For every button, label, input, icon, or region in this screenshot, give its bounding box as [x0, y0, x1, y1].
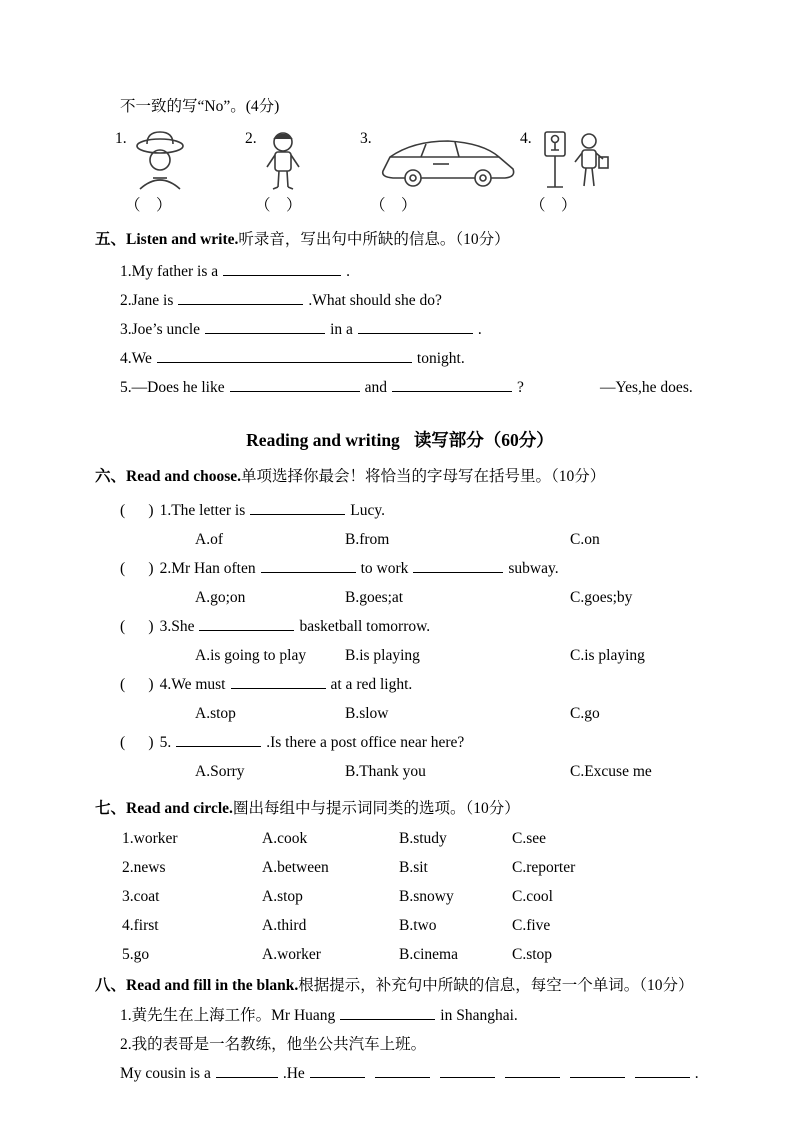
question-text: 2.Mr Han often: [159, 560, 256, 577]
sentence-text: 1.黄先生在上海工作。Mr Huang: [120, 1007, 336, 1024]
option-a: A.stop: [262, 888, 303, 905]
blank-line: [199, 616, 294, 632]
blank-line: [392, 377, 512, 393]
sentence-text: .: [694, 1065, 699, 1082]
question-bracket: ( ): [120, 502, 154, 519]
choose-options-4: [95, 699, 705, 728]
section-number: 六、: [95, 468, 127, 485]
cowboy-man-icon: [132, 129, 188, 191]
heading-zh: 读写部分（60分）: [413, 430, 554, 450]
fill-item-1: [95, 1001, 705, 1030]
word-group-row-2: [95, 853, 705, 882]
blank-line: [176, 732, 261, 748]
option-a: A.stop: [195, 705, 236, 722]
picture-number: 3.: [360, 130, 372, 147]
section8-title: [95, 971, 705, 1001]
blank-line: [440, 1063, 495, 1079]
section-title-en: Read and fill in the blank.: [126, 977, 299, 994]
choose-question-5: [95, 728, 705, 757]
choose-question-1: [95, 496, 705, 525]
choose-question-4: [95, 670, 705, 699]
picture-item-3: [360, 129, 520, 189]
picture-number: 1.: [115, 130, 127, 147]
blank-line: [505, 1063, 560, 1079]
answer-bracket-row: [95, 193, 705, 219]
prompt-word: 2.news: [122, 859, 166, 876]
sentence-text: ?: [517, 379, 524, 396]
sentence-text: .What should she do?: [308, 292, 442, 309]
option-a: A.cook: [262, 830, 308, 847]
option-c: C.see: [512, 830, 547, 847]
question-text: 4.We must: [159, 676, 226, 693]
choose-options-3: [95, 641, 705, 670]
prompt-word: 1.worker: [122, 830, 178, 847]
option-b: B.cinema: [399, 946, 458, 963]
sentence-text: tonight.: [416, 350, 465, 367]
option-b: B.two: [399, 917, 437, 934]
answer-bracket: （ ）: [125, 197, 172, 214]
word-group-row-3: [95, 882, 705, 911]
word-group-row-5: [95, 940, 705, 969]
section-number: 七、: [95, 800, 127, 817]
answer-text: —Yes,he does.: [600, 379, 693, 396]
listen-item-4: [95, 344, 705, 373]
option-c: C.goes;by: [570, 589, 633, 606]
question-bracket: ( ): [120, 560, 154, 577]
answer-bracket: （ ）: [370, 197, 417, 214]
option-c: C.is playing: [570, 647, 645, 664]
section5-title: [95, 225, 705, 255]
option-c: C.stop: [512, 946, 553, 963]
listen-item-5: [95, 373, 705, 402]
blank-line: [340, 1005, 435, 1021]
choose-options-2: [95, 583, 705, 612]
listen-item-2: [95, 286, 705, 315]
sentence-text: 2.Jane is: [120, 292, 174, 309]
choose-options-1: [95, 525, 705, 554]
option-b: B.goes;at: [345, 589, 404, 606]
option-a: A.Sorry: [195, 763, 245, 780]
blank-line: [570, 1063, 625, 1079]
section6-title: [95, 462, 705, 492]
option-b: B.is playing: [345, 647, 420, 664]
reading-writing-heading: [95, 424, 705, 456]
question-text: 1.The letter is: [159, 502, 246, 519]
blank-line: [310, 1063, 365, 1079]
intro-line: [95, 92, 705, 121]
option-b: B.Thank you: [345, 763, 426, 780]
option-c: C.go: [570, 705, 600, 722]
traffic-light-man-icon: [537, 129, 609, 193]
option-b: B.slow: [345, 705, 389, 722]
blank-line: [231, 674, 326, 690]
option-a: A.between: [262, 859, 329, 876]
section-number: 八、: [95, 977, 127, 994]
picture-item-1: [115, 129, 245, 191]
question-text: subway.: [508, 560, 559, 577]
listen-item-1: [95, 257, 705, 286]
prompt-word: 3.coat: [122, 888, 160, 905]
option-a: A.is going to play: [195, 647, 307, 664]
option-a: A.third: [262, 917, 307, 934]
fill-item-2: [95, 1030, 705, 1059]
question-text: Lucy.: [350, 502, 385, 519]
word-group-row-4: [95, 911, 705, 940]
prompt-word: 5.go: [122, 946, 150, 963]
choose-question-3: [95, 612, 705, 641]
question-text: 3.She: [159, 618, 195, 635]
option-c: C.five: [512, 917, 551, 934]
section-number: 五、: [95, 231, 127, 248]
option-a: A.worker: [262, 946, 321, 963]
listen-item-3: [95, 315, 705, 344]
sentence-text: .: [477, 321, 482, 338]
picture-item-4: [520, 129, 675, 193]
sentence-text: and: [364, 379, 387, 396]
answer-bracket: （ ）: [255, 197, 302, 214]
section-title-zh: 听录音，写出句中所缺的信息。（10分）: [238, 231, 510, 248]
sentence-text: .He: [282, 1065, 305, 1082]
prompt-word: 4.first: [122, 917, 159, 934]
boy-icon: [262, 129, 304, 193]
question-text: to work: [360, 560, 409, 577]
option-a: A.of: [195, 531, 223, 548]
sentence-text: 5.—Does he like: [120, 379, 225, 396]
sentence-text: in Shanghai.: [440, 1007, 518, 1024]
blank-line: [250, 500, 345, 516]
sentence-text: 3.Joe’s uncle: [120, 321, 201, 338]
car-icon: [377, 129, 519, 189]
heading-en: Reading and writing: [246, 430, 400, 450]
blank-line: [157, 348, 412, 364]
choose-question-2: [95, 554, 705, 583]
sentence-text: 1.My father is a: [120, 263, 219, 280]
answer-bracket: （ ）: [530, 197, 577, 214]
section-title-zh: 圈出每组中与提示词同类的选项。（10分）: [232, 800, 520, 817]
blank-line: [205, 319, 325, 335]
blank-line: [375, 1063, 430, 1079]
blank-line: [223, 261, 341, 277]
question-bracket: ( ): [120, 618, 154, 635]
section7-title: [95, 794, 705, 824]
question-bracket: ( ): [120, 734, 154, 751]
question-text: .Is there a post office near here?: [266, 734, 465, 751]
fill-item-3: [95, 1059, 705, 1088]
question-text: at a red light.: [330, 676, 413, 693]
sentence-text: 2.我的表哥是一名教练，他坐公共汽车上班。: [120, 1036, 427, 1053]
section-title-en: Listen and write.: [126, 231, 239, 248]
blank-line: [230, 377, 360, 393]
option-b: B.snowy: [399, 888, 454, 905]
option-b: B.study: [399, 830, 447, 847]
option-c: C.Excuse me: [570, 763, 652, 780]
picture-item-2: [245, 129, 360, 193]
intro-text: 不一致的写“No”。(4分): [120, 98, 280, 115]
option-c: C.on: [570, 531, 600, 548]
section-title-zh: 根据提示，补充句中所缺的信息，每空一个单词。（10分）: [298, 977, 694, 994]
blank-line: [413, 558, 503, 574]
word-group-row-1: [95, 824, 705, 853]
picture-number: 2.: [245, 130, 257, 147]
option-a: A.go;on: [195, 589, 246, 606]
question-text: basketball tomorrow.: [299, 618, 431, 635]
section-title-en: Read and circle.: [126, 800, 233, 817]
option-b: B.sit: [399, 859, 428, 876]
picture-row: [95, 129, 705, 193]
option-c: C.reporter: [512, 859, 576, 876]
sentence-text: My cousin is a: [120, 1065, 211, 1082]
section-title-en: Read and choose.: [126, 468, 241, 485]
blank-line: [178, 290, 303, 306]
blank-line: [358, 319, 473, 335]
picture-number: 4.: [520, 130, 532, 147]
choose-options-5: [95, 757, 705, 786]
question-text: 5.: [159, 734, 172, 751]
sentence-text: .: [346, 263, 351, 280]
option-b: B.from: [345, 531, 390, 548]
blank-line: [261, 558, 356, 574]
blank-line: [635, 1063, 690, 1079]
option-c: C.cool: [512, 888, 553, 905]
blank-line: [216, 1063, 278, 1079]
section-title-zh: 单项选择你最会！将恰当的字母写在括号里。（10分）: [241, 468, 606, 485]
sentence-text: 4.We: [120, 350, 152, 367]
question-bracket: ( ): [120, 676, 154, 693]
sentence-text: in a: [330, 321, 353, 338]
